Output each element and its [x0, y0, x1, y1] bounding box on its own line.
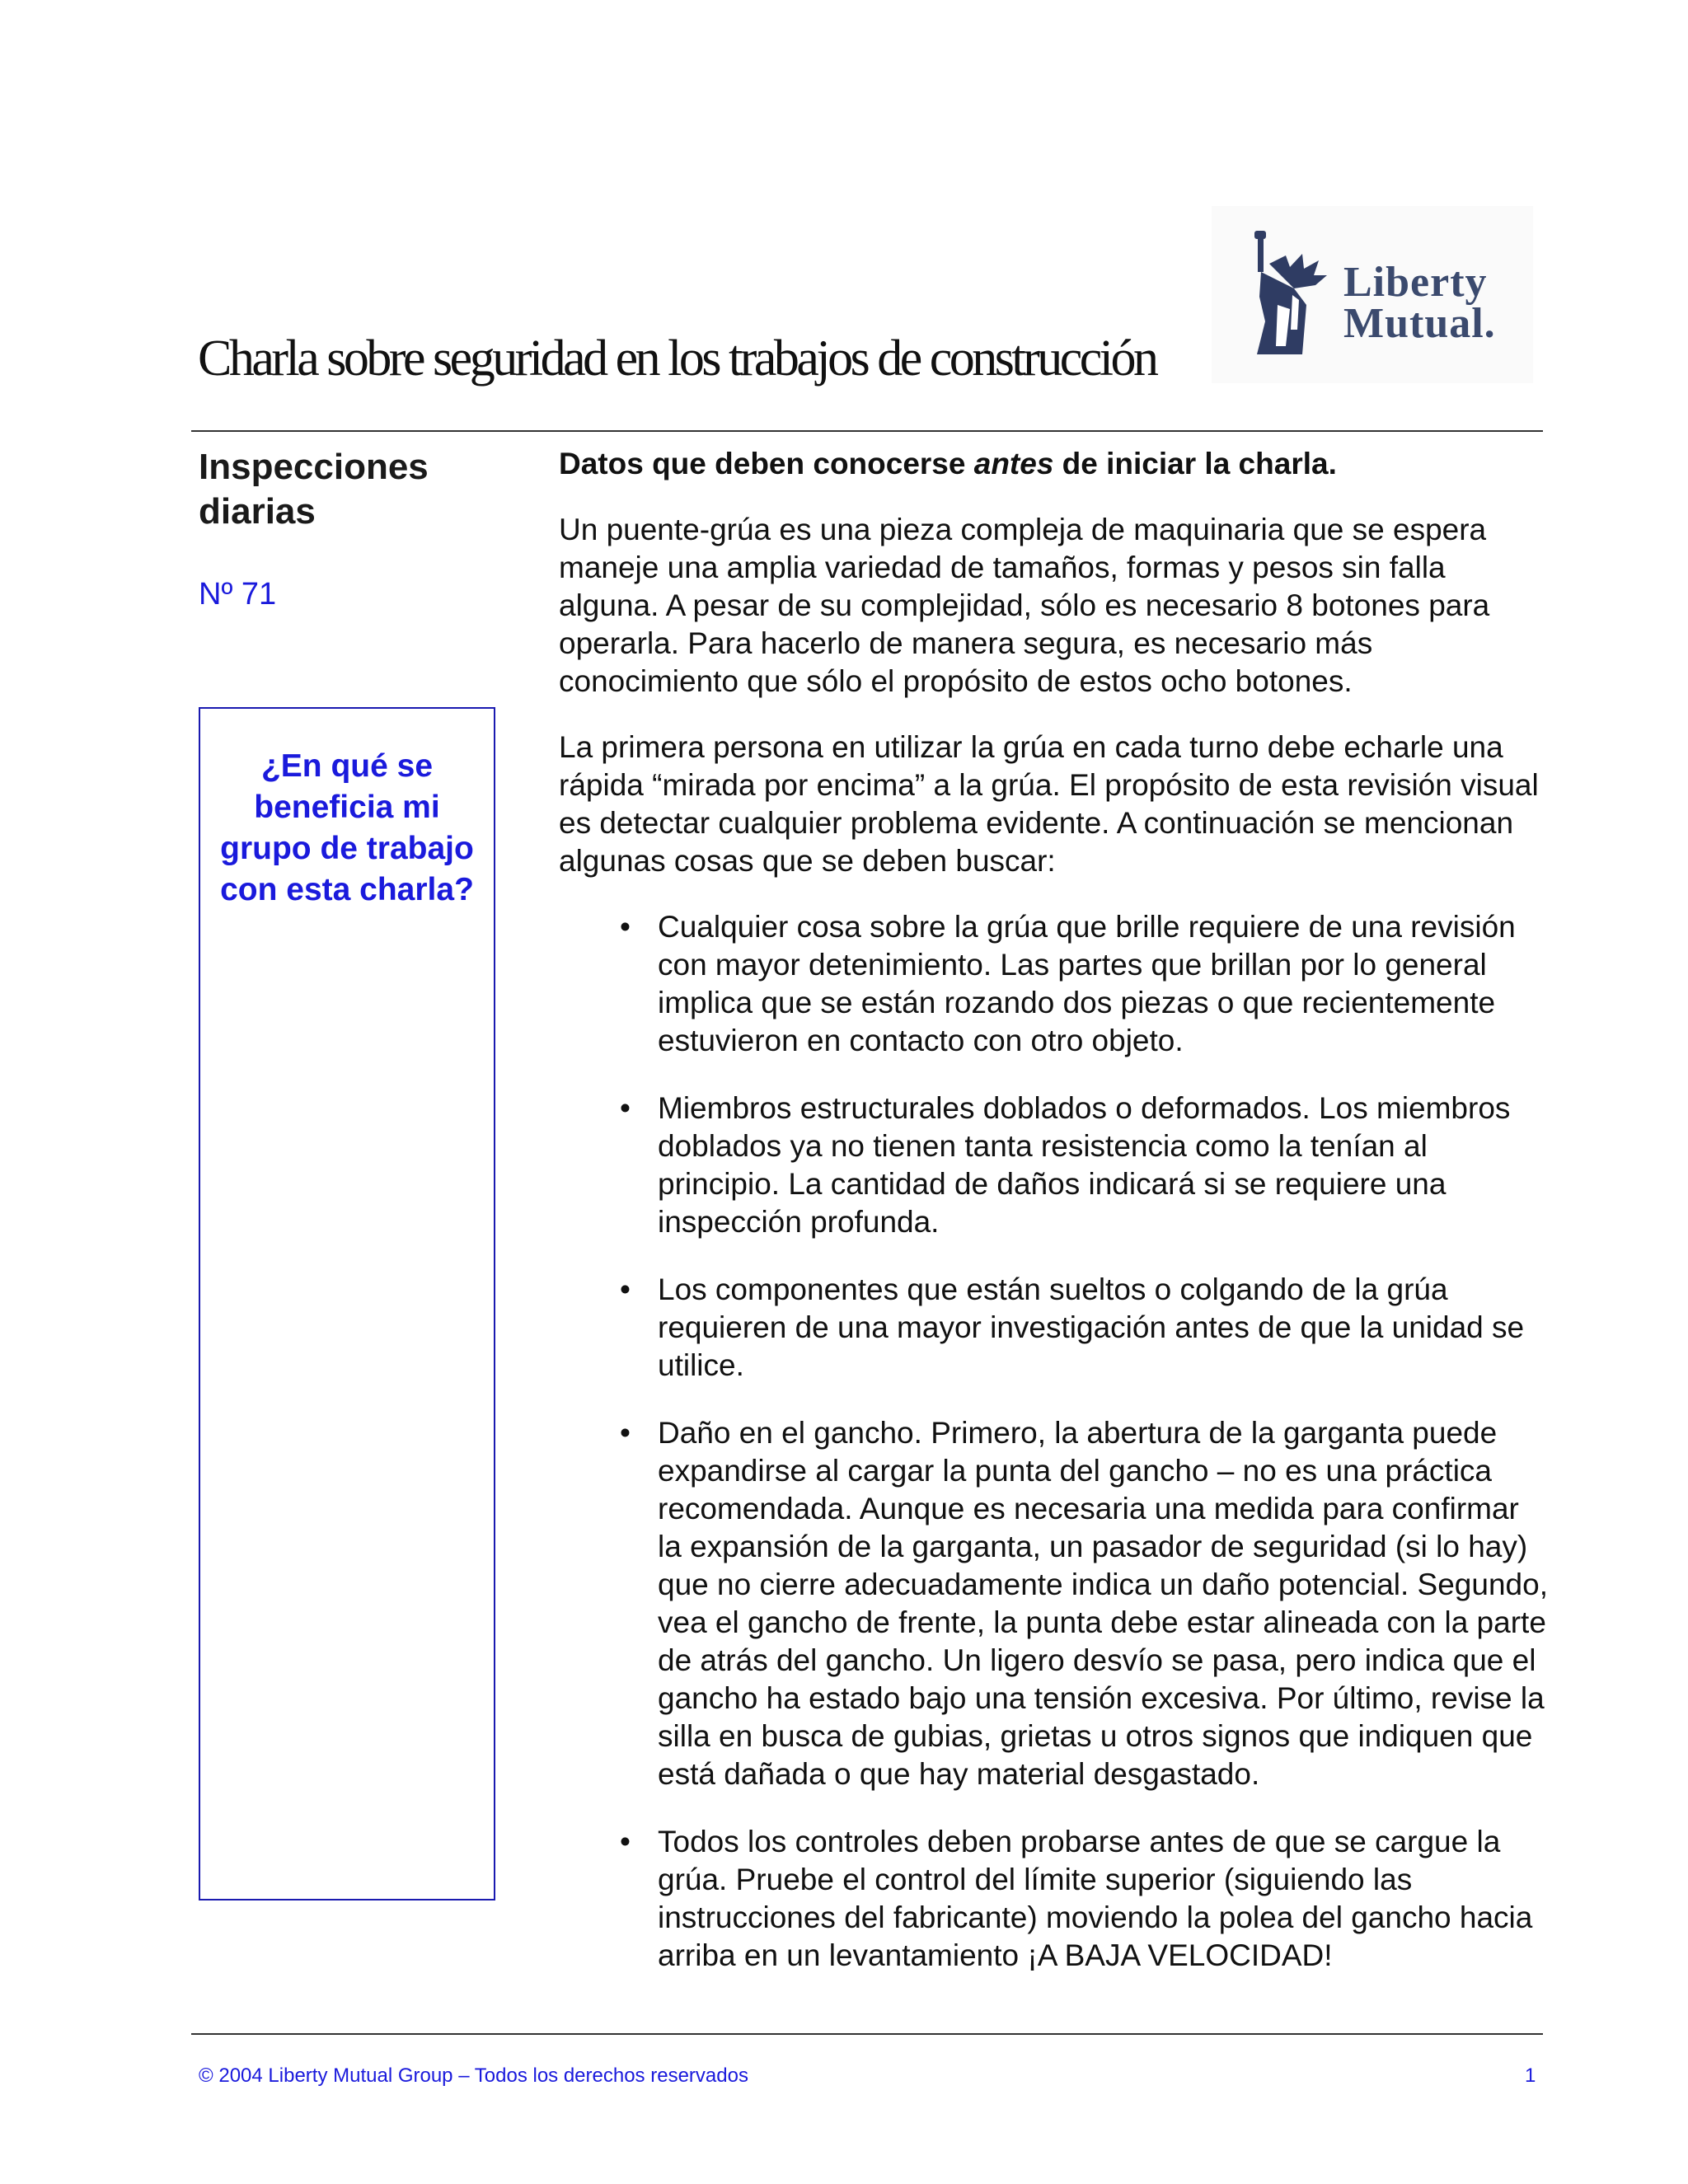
lead-emphasis: antes: [973, 447, 1054, 480]
footer-divider: [191, 2033, 1543, 2035]
list-item: [559, 1090, 1548, 1241]
list-item: [559, 1414, 1548, 1793]
list-item-text: Todos los controles deben probarse antes de que se cargue la grúa. Pruebe el control del límite superior (siguiendo las instrucciones del fabricante) moviendo la polea del gancho hacia arriba en un levantamiento ¡A BAJA VELOCIDAD!: [658, 1825, 1533, 1972]
benefit-question: ¿En qué se beneficia mi grupo de trabajo con esta charla?: [220, 748, 474, 907]
list-item-text: Cualquier cosa sobre la grúa que brille requiere de una revisión con mayor detenimiento. Las partes que brillan por lo general implica que se están rozando dos piezas o que recientemente estuvieron en contacto con otro objeto.: [658, 910, 1516, 1057]
list-item-text: Miembros estructurales doblados o deformados. Los miembros doblados ya no tienen tanta resistencia como la tenían al principio. La cantidad de daños indicará si se requiere una inspección profunda.: [658, 1091, 1511, 1239]
paragraph: La primera persona en utilizar la grúa en cada turno debe echarle una rápida “mirada por encima” a la grúa. El propósito de esta revisión visual es detectar cualquier problema evidente. A continuación se mencionan algunas cosas que se deben buscar:: [559, 730, 1539, 878]
list-item-text: Daño en el gancho. Primero, la abertura de la garganta puede expandirse al cargar la punta del gancho – no es una práctica recomendada. Aunque es necesaria una medida para confirmar la expansión de la garganta, un pasador de seguridad (si lo hay) que no cierre adecuadamente indica un daño potencial. Segundo, vea el gancho de frente, la punta debe estar alineada con la parte de atrás del gancho. Un ligero desvío se pasa, pero indica que el gancho ha estado bajo una tensión excesiva. Por último, revise la silla en busca de gubias, grietas u otros signos que indiquen que está dañada o que hay material desgastado.: [658, 1416, 1548, 1791]
list-item: [559, 1823, 1548, 1975]
page-number: 1: [1525, 2064, 1536, 2087]
bullet-icon: •: [620, 1091, 631, 1125]
document-title: Charla sobre seguridad en los trabajos de construcción: [198, 330, 1156, 387]
bullet-icon: •: [620, 1272, 631, 1306]
main-content: [559, 445, 1548, 2004]
benefit-box: [199, 707, 495, 1900]
header-divider: [191, 430, 1543, 432]
logo-line-2: Mutual.: [1343, 300, 1496, 347]
talk-number: Nº 71: [199, 577, 277, 612]
liberty-mutual-logo: [1212, 206, 1533, 383]
lead-part-1: Datos que deben conocerse: [559, 447, 974, 480]
list-item: [559, 1271, 1548, 1385]
list-item: [559, 908, 1548, 1060]
bullet-icon: •: [620, 1825, 631, 1858]
bullet-icon: •: [620, 910, 631, 944]
logo-wordmark: [1343, 259, 1496, 347]
bullet-icon: •: [620, 1416, 631, 1450]
list-item-text: Los componentes que están sueltos o colgando de la grúa requieren de una mayor investigación antes de que la unidad se utilice.: [658, 1272, 1525, 1382]
statue-of-liberty-icon: [1245, 231, 1339, 354]
lead-part-2: de iniciar la charla.: [1053, 447, 1337, 480]
inspection-checklist: [559, 908, 1548, 1975]
talk-topic-heading: Inspecciones diarias: [199, 447, 429, 532]
logo-line-1: Liberty: [1343, 259, 1488, 306]
lead-heading: [559, 445, 1548, 483]
paragraph: Un puente-grúa es una pieza compleja de maquinaria que se espera maneje una amplia variedad de tamaños, formas y pesos sin falla alguna. A pesar de su complejidad, sólo es necesario 8 botones para operarla. Para hacerlo de manera segura, es necesario más conocimiento que sólo el propósito de estos ocho botones.: [559, 513, 1490, 698]
copyright-notice: © 2004 Liberty Mutual Group – Todos los derechos reservados: [199, 2064, 748, 2087]
